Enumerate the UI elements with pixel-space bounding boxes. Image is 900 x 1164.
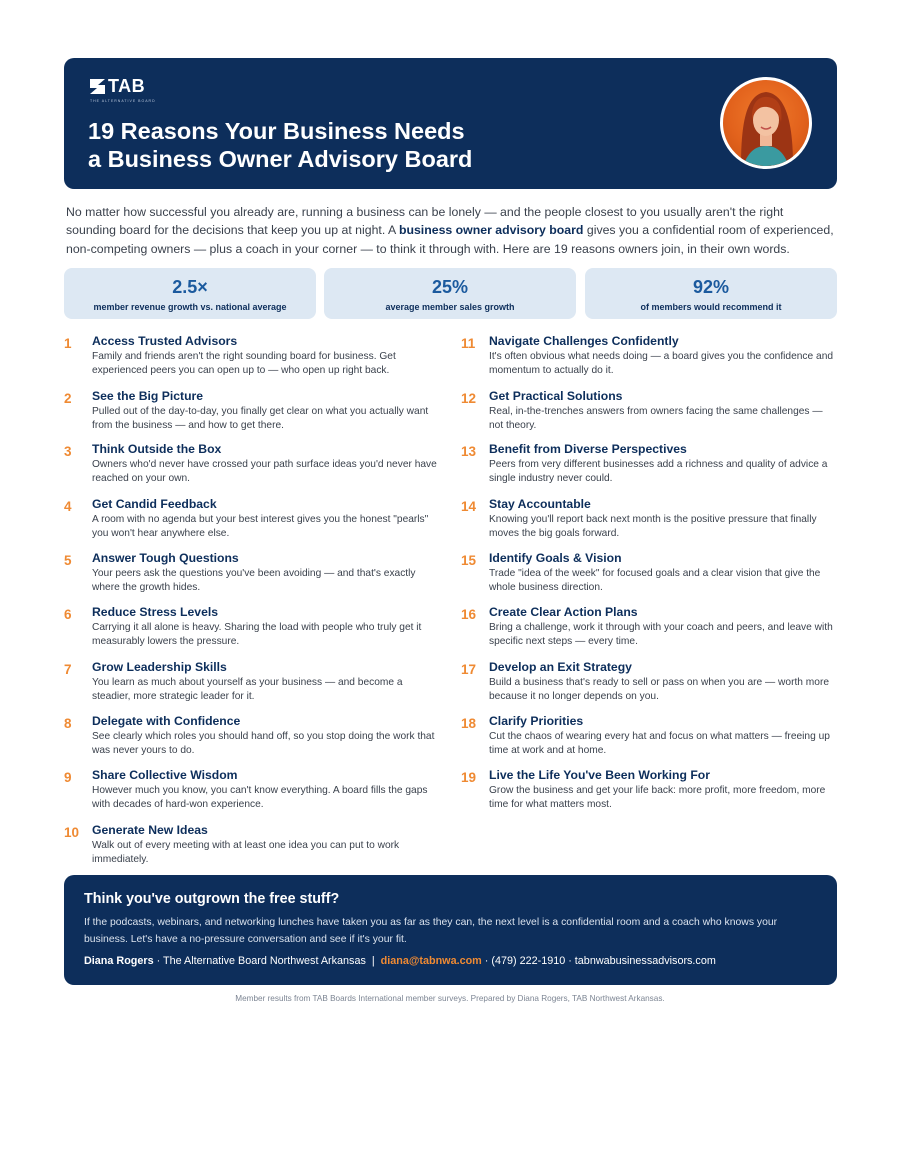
intro-text-part2: gives you a confidential room of experienced, non-competing owners — plus a coach in your corner — to think it through with. Here are 19 reasons owners join, in their own words. — [66, 223, 834, 256]
reason-number: 5 — [64, 553, 72, 568]
contact-name: Diana Rogers — [84, 955, 154, 967]
coach-photo — [720, 77, 812, 169]
contact-email-link[interactable]: diana@tabnwa.com — [380, 955, 482, 967]
reason-description: See clearly which roles you should hand off, so you stop doing the work that was never yours to do. — [92, 731, 435, 757]
intro-highlight: business owner advisory board — [398, 223, 584, 238]
reason-number: 3 — [64, 444, 72, 459]
reason-description: However much you know, you can't know everything. A board fills the gaps with decades of hard-won experience. — [92, 785, 428, 811]
reason-description: Family and friends aren't the right sounding board for business. Get experienced peers you can open up to — who open up right back. — [92, 351, 396, 377]
tab-logo — [90, 77, 210, 107]
reason-description: Build a business that's ready to sell or pass on when you are — worth more because it no longer depends on you. — [489, 677, 830, 703]
page-title — [88, 117, 608, 173]
reason-description: Pulled out of the day-to-day, you finally get clear on what you actually want from the business — and how to get there. — [92, 406, 429, 432]
reason-title: See the Big Picture — [92, 389, 204, 403]
reason-number: 19 — [461, 770, 477, 785]
reason-title: Live the Life You've Been Working For — [489, 768, 710, 782]
cta-body: If the podcasts, webinars, and networking lunches have taken you as far as they can, the next level is a confidential room and a coach who knows your business. Let's have a no-pressure conversation and see if it's your fit. — [84, 917, 778, 945]
stat-card-sales — [324, 268, 576, 319]
reason-number: 17 — [461, 662, 477, 677]
reason-number: 10 — [64, 825, 80, 840]
reason-description: A room with no agenda but your best interest gives you the honest "pearls" you won't hear anywhere else. — [92, 514, 429, 540]
reason-title: Access Trusted Advisors — [92, 334, 238, 348]
reason-title: Think Outside the Box — [92, 442, 222, 456]
coach-photo-illustration — [723, 80, 809, 166]
reason-number: 2 — [64, 391, 72, 406]
reason-number: 9 — [64, 770, 72, 785]
footer-note: Member results from TAB Boards International member surveys. Prepared by Diana Rogers, TAB Northwest Arkansas. — [235, 994, 665, 1003]
reason-number: 16 — [461, 607, 477, 622]
reason-number: 12 — [461, 391, 477, 406]
reason-number: 11 — [461, 336, 476, 351]
header-banner — [64, 58, 837, 189]
reason-title: Stay Accountable — [489, 497, 591, 511]
reason-title: Navigate Challenges Confidently — [489, 334, 679, 348]
reason-title: Delegate with Confidence — [92, 714, 241, 728]
reason-description: You learn as much about yourself as your business — and become a steadier, more strategic leader for it. — [92, 677, 403, 703]
reason-description: Walk out of every meeting with at least one idea you can put to work immediately. — [92, 840, 400, 866]
contact-org: · The Alternative Board Northwest Arkansas | — [153, 955, 381, 967]
reason-title: Reduce Stress Levels — [92, 605, 219, 619]
reason-title: Develop an Exit Strategy — [489, 660, 632, 674]
reason-description: Grow the business and get your life back: more profit, more freedom, more time for what matters most. — [489, 785, 826, 811]
reason-title: Grow Leadership Skills — [92, 660, 227, 674]
contact-line — [84, 955, 716, 967]
cta-box — [64, 875, 837, 985]
contact-phone-website: · (479) 222-1910 · tabnwabusinessadvisors.com — [481, 955, 716, 967]
stat-label: member revenue growth vs. national average — [93, 302, 287, 312]
intro-text-part1: No matter how successful you already are, running a business can be lonely — and the people closest to you usually aren't the right sounding board for the decisions that keep you up at night. A — [66, 205, 784, 238]
stat-card-recommend — [585, 268, 837, 319]
logo-tagline: THE ALTERNATIVE BOARD — [90, 99, 156, 103]
stat-value: 92% — [692, 277, 730, 297]
reason-title: Share Collective Wisdom — [92, 768, 238, 782]
reason-description: Carrying it all alone is heavy. Sharing the load with people who truly get it measurably lowers the pressure. — [92, 622, 422, 648]
reason-description: Trade "idea of the week" for focused goals and a clear vision that give the whole business direction. — [489, 568, 821, 594]
reason-number: 18 — [461, 716, 477, 731]
reason-title: Answer Tough Questions — [92, 551, 239, 565]
logo-text: TAB — [108, 76, 146, 96]
reason-description: It's often obvious what needs doing — a board gives you the confidence and momentum to actually do it. — [489, 351, 834, 377]
page-title-line1: 19 Reasons Your Business Needs — [88, 118, 465, 144]
reason-number: 4 — [64, 499, 72, 514]
reason-description: Owners who'd never have crossed your path surface ideas you'd never have reached on your own. — [92, 459, 437, 485]
reason-title: Identify Goals & Vision — [489, 551, 622, 565]
stat-label: of members would recommend it — [640, 302, 782, 312]
stat-value: 2.5× — [172, 277, 208, 297]
reason-number: 8 — [64, 716, 72, 731]
tab-logo-icon — [90, 79, 105, 94]
reason-number: 7 — [64, 662, 72, 677]
reason-number: 13 — [461, 444, 477, 459]
reason-number: 6 — [64, 607, 72, 622]
reason-number: 1 — [64, 336, 72, 351]
stat-card-revenue — [64, 268, 316, 319]
reason-description: Peers from very different businesses add a richness and quality of advice a single industry never could. — [489, 459, 828, 485]
reason-description: Cut the chaos of wearing every hat and focus on what matters — freeing up time at work and at home. — [489, 731, 830, 757]
reason-description: Real, in-the-trenches answers from owners facing the same challenges — not theory. — [489, 406, 823, 432]
cta-title: Think you've outgrown the free stuff? — [84, 891, 340, 907]
reason-number: 15 — [461, 553, 477, 568]
reason-title: Benefit from Diverse Perspectives — [489, 442, 687, 456]
reason-description: Knowing you'll report back next month is the positive pressure that finally moves the big goals forward. — [489, 514, 817, 540]
page-title-line2: a Business Owner Advisory Board — [88, 146, 473, 172]
reason-title: Get Practical Solutions — [489, 389, 623, 403]
reason-description: Your peers ask the questions you've been avoiding — and that's exactly where the growth hides. — [92, 568, 416, 594]
reason-number: 14 — [461, 499, 477, 514]
reason-title: Get Candid Feedback — [92, 497, 217, 511]
reason-title: Clarify Priorities — [489, 714, 584, 728]
reason-description: Bring a challenge, work it through with your coach and peers, and leave with specific next steps — every time. — [489, 622, 833, 648]
stat-value: 25% — [431, 277, 469, 297]
reason-title: Create Clear Action Plans — [489, 605, 638, 619]
stat-label: average member sales growth — [385, 302, 515, 312]
intro-paragraph — [66, 203, 836, 258]
reason-title: Generate New Ideas — [92, 823, 208, 837]
